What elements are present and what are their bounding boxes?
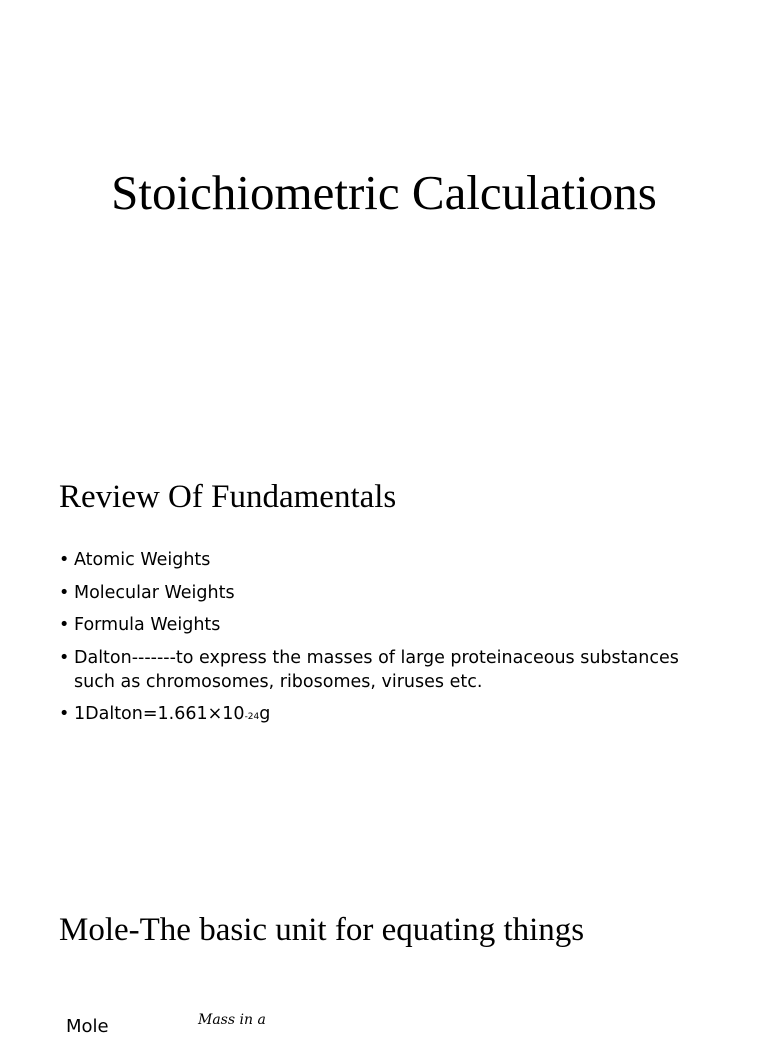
bullet-icon: • (59, 704, 70, 724)
list-item (59, 646, 719, 694)
list-item (59, 613, 719, 637)
list-item-label: Molecular Weights (74, 582, 235, 603)
mole-fragment: Mole (66, 1016, 109, 1037)
list-item (59, 581, 719, 605)
dalton-equation (59, 702, 719, 729)
bullet-icon: • (59, 615, 70, 635)
list-item-label: Dalton-------to express the masses of large proteinaceous substances such as chromosomes, ribosomes, viruses etc. (74, 647, 679, 692)
dalton-unit: g (259, 704, 271, 724)
mass-fragment: Mass in a (198, 1012, 266, 1028)
review-heading: Review Of Fundamentals (59, 479, 397, 515)
bullet-icon: • (59, 582, 70, 603)
list-item-label: Atomic Weights (74, 550, 211, 570)
fundamentals-list (59, 548, 719, 738)
list-item (59, 548, 719, 572)
slide-title: Stoichiometric Calculations (111, 165, 657, 220)
bullet-icon: • (59, 647, 70, 668)
dalton-prefix: 1Dalton=1.661×10 (74, 704, 245, 724)
bullet-icon: • (59, 550, 70, 570)
list-item-label: Formula Weights (74, 615, 221, 635)
mole-heading: Mole-The basic unit for equating things (59, 912, 585, 948)
dalton-exponent: -24 (244, 712, 260, 722)
